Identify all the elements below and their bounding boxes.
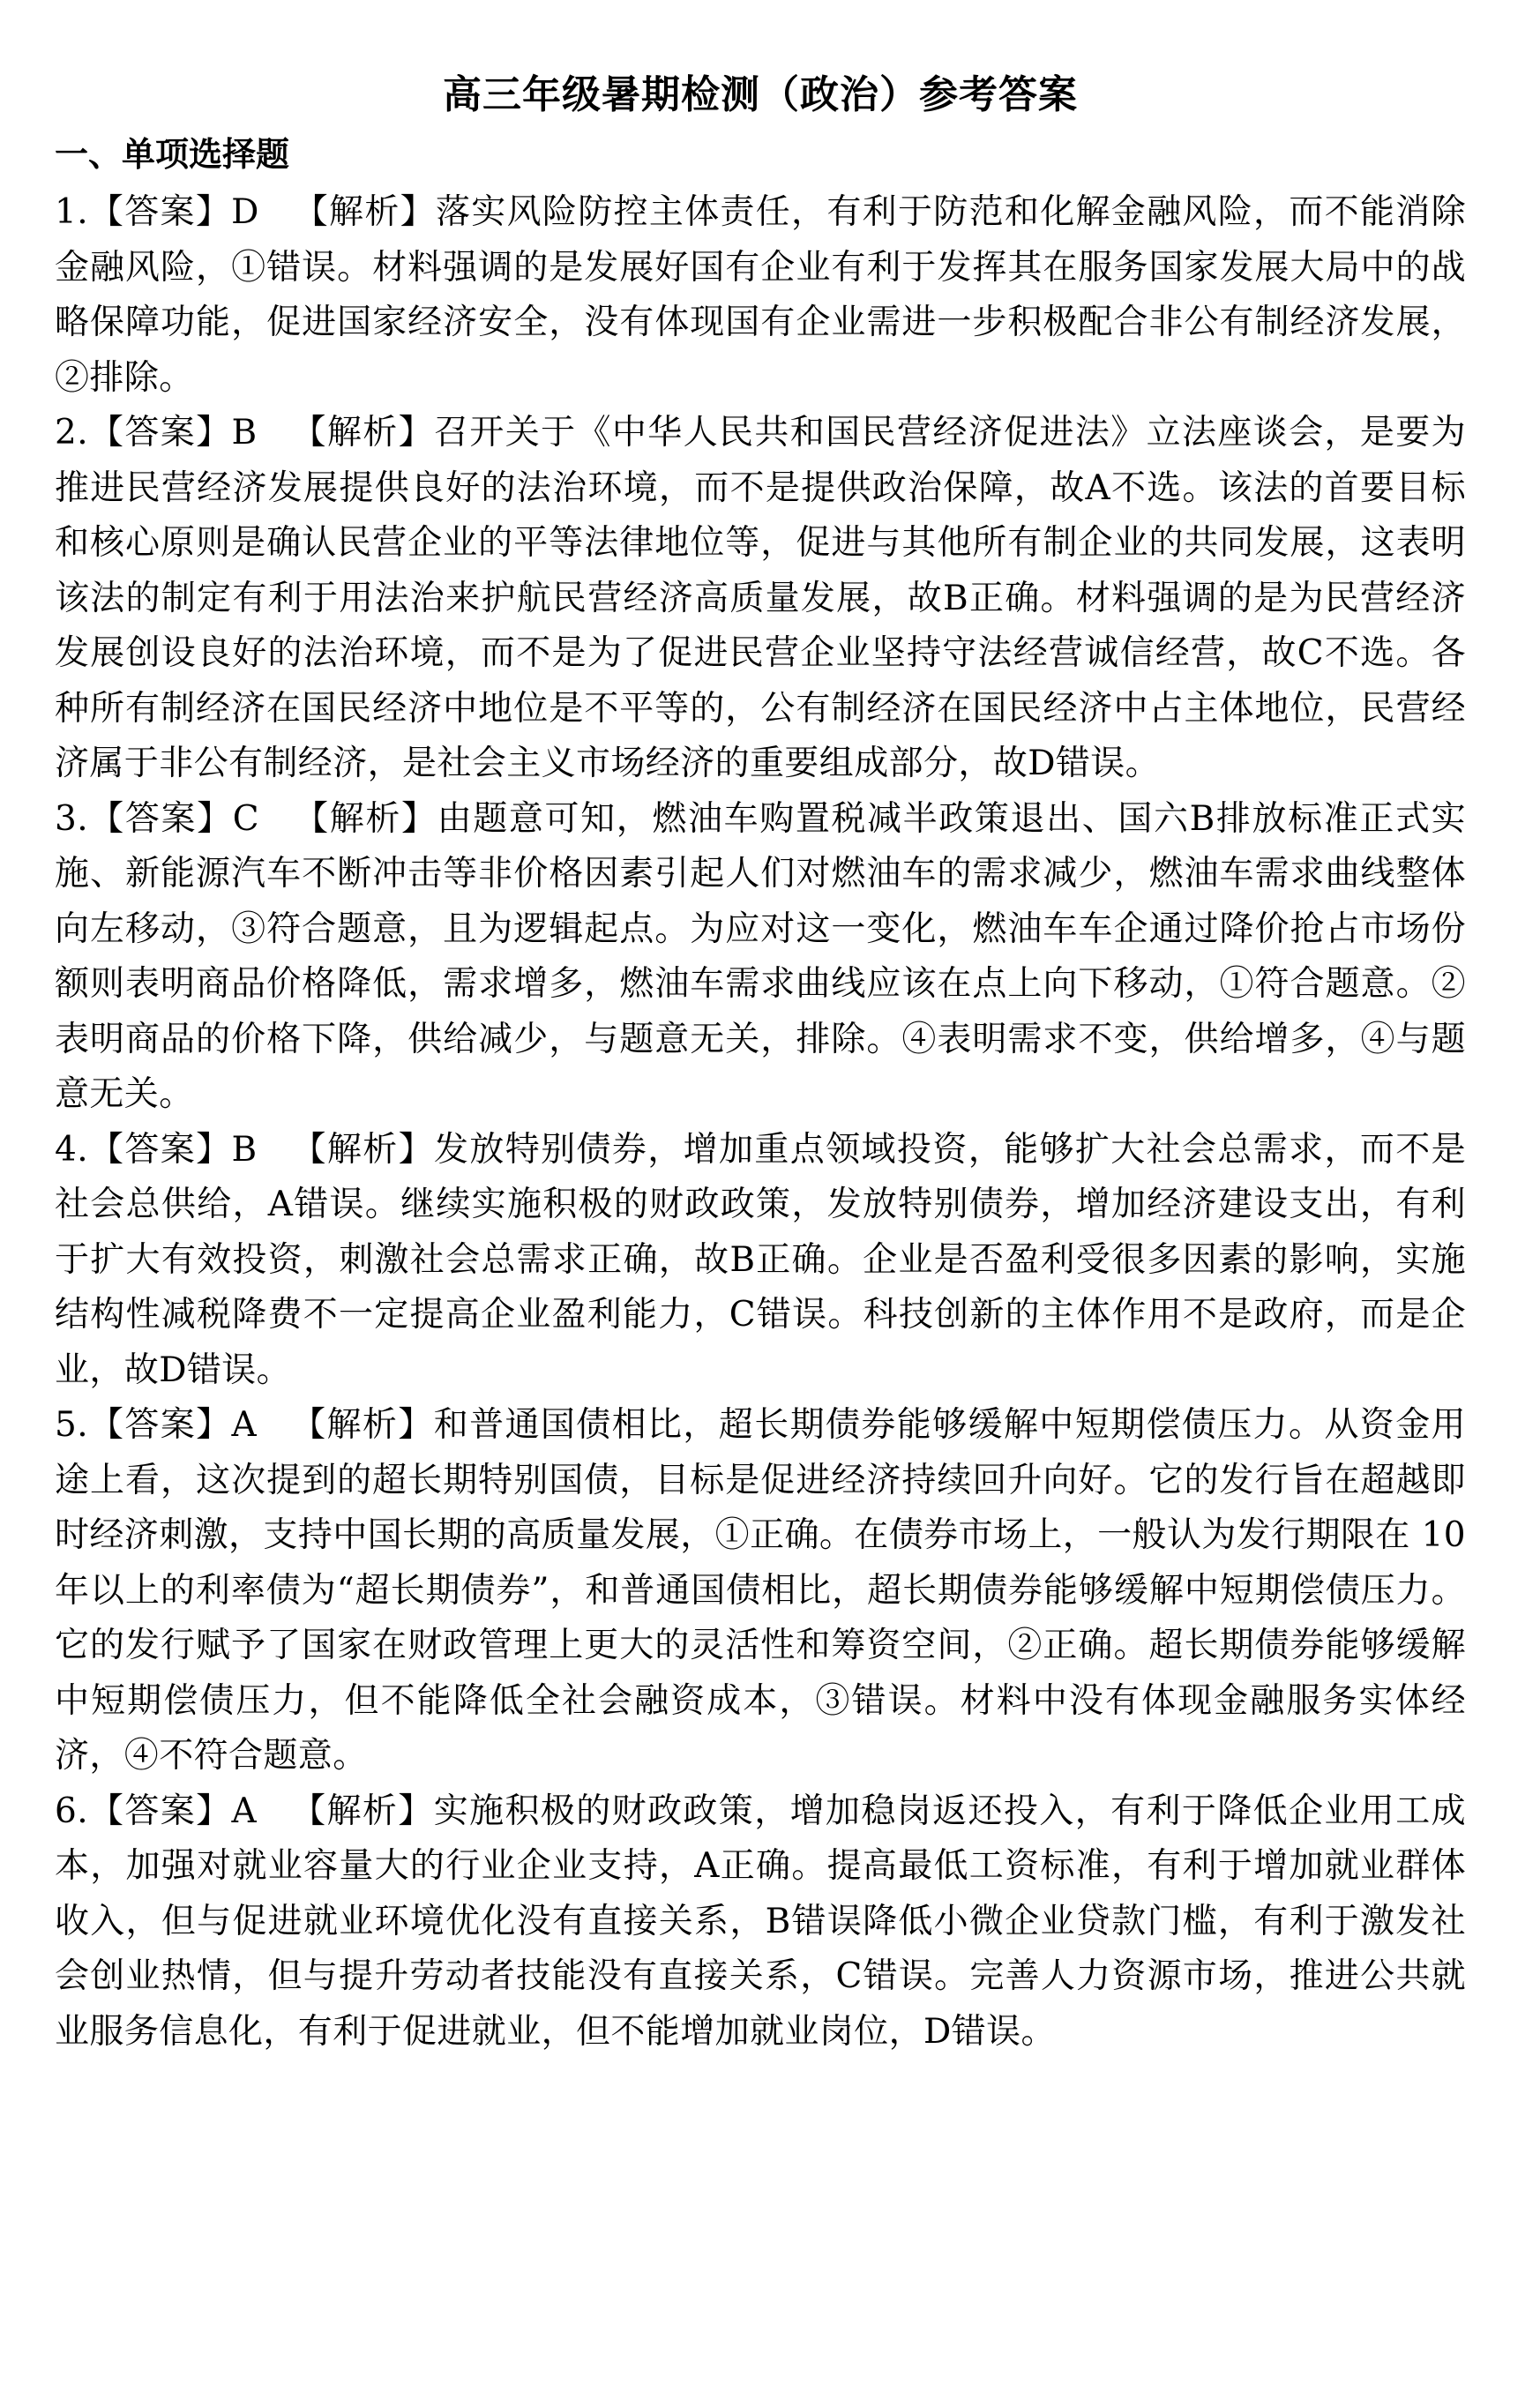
analysis-label: 【解析】 [290,1129,435,1170]
analysis-label: 【解析】 [292,798,437,839]
analysis-label: 【解析】 [290,1791,434,1831]
answer-item-3 [55,792,1466,1123]
item-number: 5. [55,1405,89,1445]
item-number: 3. [55,798,89,839]
answer-key-page [55,69,1466,2060]
answer-label: 【答案】B [88,413,258,452]
answer-label: 【答案】A [88,1791,258,1831]
analysis-text: 和普通国债相比，超长期债券能够缓解中短期偿债压力。从资金用途上看，这次提到的超长期特别国债，目标是促进经济持续回升向好。它的发行旨在超越即时经济刺激，支持中国长期的高质量发展，①正确。在债券市场上，一般认为发行期限在 10 年以上的利率债为“超长期债券”，和普通国债相比，超长期债券能够缓解中短期偿债压力。它的发行赋予了国家在财政管理上更大的灵活性和筹资空间，②正确。超长期债券能够缓解中短期偿债压力，但不能降低全社会融资成本，③错误。材料中没有体现金融服务实体经济，④不符合题意。 [55,1405,1466,1776]
answer-label: 【答案】D [88,192,259,232]
answer-item-1 [55,185,1466,406]
analysis-label: 【解析】 [290,1405,434,1445]
item-number: 2. [55,413,89,452]
answer-item-4 [55,1123,1466,1399]
answer-item-5 [55,1398,1466,1784]
item-number: 6. [55,1791,89,1831]
analysis-label: 【解析】 [292,192,436,232]
analysis-text: 发放特别债券，增加重点领域投资，能够扩大社会总需求，而不是社会总供给，A错误。继续实施积极的财政政策，发放特别债券，增加经济建设支出，有利于扩大有效投资，刺激社会总需求正确，故B正确。企业是否盈利受很多因素的影响，实施结构性减税降费不一定提高企业盈利能力，C错误。科技创新的主体作用不是政府，而是企业，故D错误。 [55,1129,1466,1390]
page-title: 高三年级暑期检测（政治）参考答案 [443,72,1078,117]
analysis-text: 召开关于《中华人民共和国民营经济促进法》立法座谈会，是要为推进民营经济发展提供良好的法治环境，而不是提供政治保障，故A不选。该法的首要目标和核心原则是确认民营企业的平等法律地位等，促进与其他所有制企业的共同发展，这表明该法的制定有利于用法治来护航民营经济高质量发展，故B正确。材料强调的是为民营经济发展创设良好的法治环境，而不是为了促进民营企业坚持守法经营诚信经营，故C不选。各种所有制经济在国民经济中地位是不平等的，公有制经济在国民经济中占主体地位，民营经济属于非公有制经济，是社会主义市场经济的重要组成部分，故D错误。 [55,413,1466,783]
answer-item-2 [55,406,1466,792]
answer-label: 【答案】B [88,1129,258,1170]
analysis-text: 落实风险防控主体责任，有利于防范和化解金融风险，而不能消除金融风险，①错误。材料强调的是发展好国有企业有利于发挥其在服务国家发展大局中的战略保障功能，促进国家经济安全，没有体现国有企业需进一步积极配合非公有制经济发展，②排除。 [55,192,1466,398]
answer-label: 【答案】C [88,798,259,839]
item-number: 4. [55,1129,89,1170]
analysis-text: 由题意可知，燃油车购置税减半政策退出、国六B排放标准正式实施、新能源汽车不断冲击等非价格因素引起人们对燃油车的需求减少，燃油车需求曲线整体向左移动，③符合题意，且为逻辑起点。为应对这一变化，燃油车车企通过降价抢占市场份额则表明商品价格降低，需求增多，燃油车需求曲线应该在点上向下移动，①符合题意。②表明商品的价格下降，供给减少，与题意无关，排除。④表明需求不变，供给增多，④与题意无关。 [55,798,1467,1114]
answer-label: 【答案】A [88,1405,258,1445]
analysis-text: 实施积极的财政政策，增加稳岗返还投入，有利于降低企业用工成本，加强对就业容量大的行业企业支持，A正确。提高最低工资标准，有利于增加就业群体收入，但与促进就业环境优化没有直接关系，B错误降低小微企业贷款门槛，有利于激发社会创业热情，但与提升劳动者技能没有直接关系，C错误。完善人力资源市场，推进公共就业服务信息化，有利于促进就业，但不能增加就业岗位，D错误。 [55,1791,1466,2052]
answer-item-6 [55,1784,1466,2060]
section-heading: 一、单项选择题 [55,135,290,174]
analysis-label: 【解析】 [290,413,435,452]
item-number: 1. [55,192,89,232]
